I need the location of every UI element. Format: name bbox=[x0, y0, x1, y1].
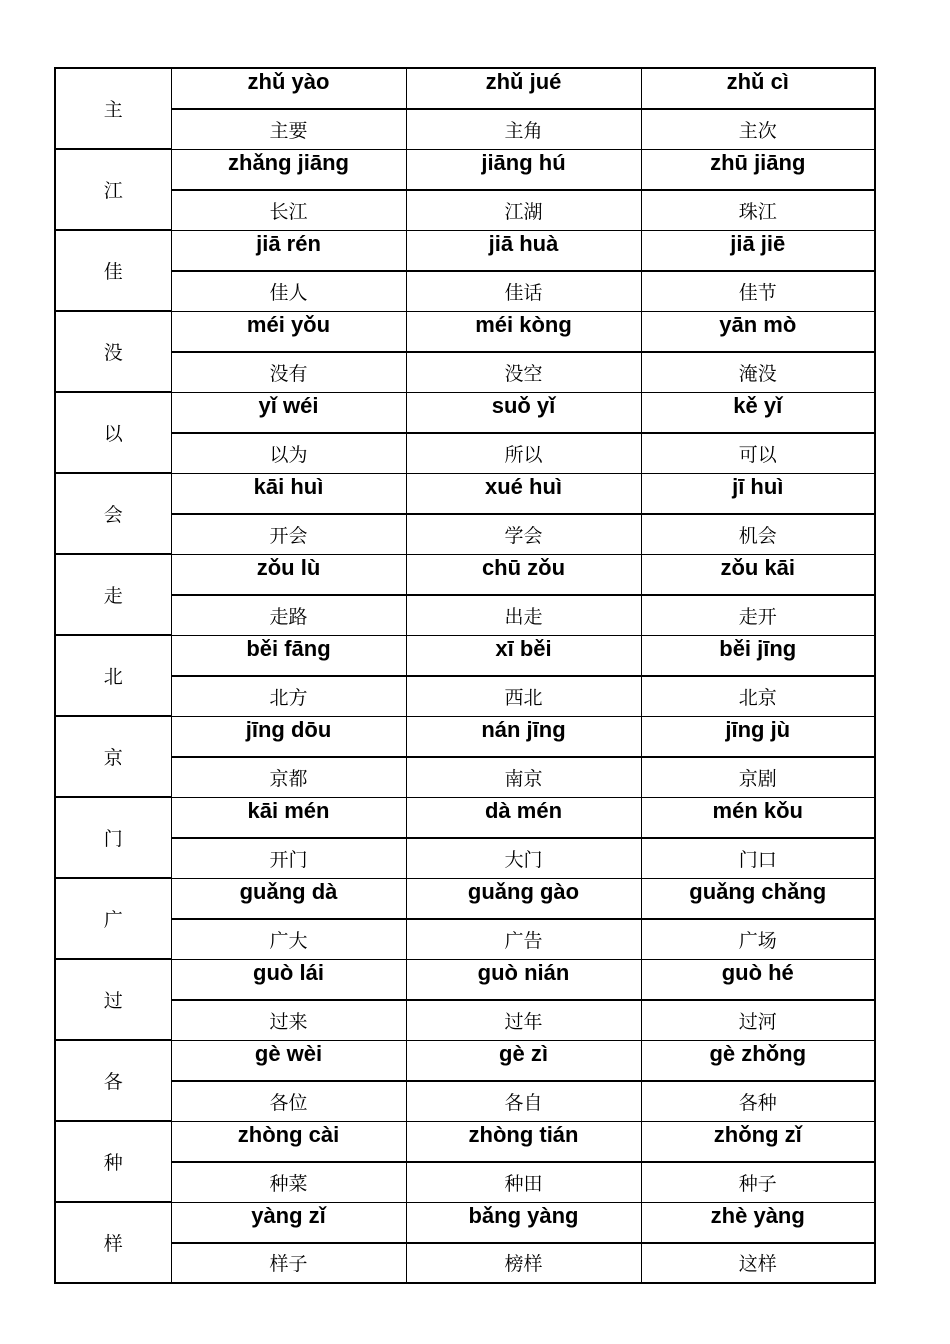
word-cell: 没有 bbox=[171, 352, 406, 392]
pinyin-row bbox=[55, 959, 875, 1000]
pinyin-row bbox=[55, 230, 875, 271]
pinyin-cell: gè wèi bbox=[171, 1040, 406, 1081]
head-character: 主 bbox=[55, 68, 171, 149]
pinyin-cell: suǒ yǐ bbox=[406, 392, 641, 433]
word-cell: 长江 bbox=[171, 190, 406, 230]
pinyin-cell: zhū jiāng bbox=[641, 149, 875, 190]
word-cell: 种子 bbox=[641, 1162, 875, 1202]
word-cell: 江湖 bbox=[406, 190, 641, 230]
pinyin-cell: zǒu lù bbox=[171, 554, 406, 595]
pinyin-cell: zhòng tián bbox=[406, 1121, 641, 1162]
word-cell: 主次 bbox=[641, 109, 875, 149]
word-cell: 以为 bbox=[171, 433, 406, 473]
pinyin-cell: guò lái bbox=[171, 959, 406, 1000]
pinyin-cell: zhǔ yào bbox=[171, 68, 406, 109]
word-row bbox=[55, 1243, 875, 1283]
pinyin-row bbox=[55, 473, 875, 514]
word-cell: 过河 bbox=[641, 1000, 875, 1040]
head-character: 以 bbox=[55, 392, 171, 473]
pinyin-cell: kāi mén bbox=[171, 797, 406, 838]
word-cell: 样子 bbox=[171, 1243, 406, 1283]
pinyin-cell: jiā jiē bbox=[641, 230, 875, 271]
pinyin-row bbox=[55, 311, 875, 352]
pinyin-cell: jī huì bbox=[641, 473, 875, 514]
word-row bbox=[55, 433, 875, 473]
head-character: 京 bbox=[55, 716, 171, 797]
pinyin-row bbox=[55, 1202, 875, 1243]
pinyin-cell: bǎng yàng bbox=[406, 1202, 641, 1243]
word-cell: 主角 bbox=[406, 109, 641, 149]
pinyin-cell: xué huì bbox=[406, 473, 641, 514]
word-row bbox=[55, 757, 875, 797]
word-cell: 各位 bbox=[171, 1081, 406, 1121]
pinyin-row bbox=[55, 392, 875, 433]
word-cell: 种田 bbox=[406, 1162, 641, 1202]
pinyin-row bbox=[55, 68, 875, 109]
word-cell: 走路 bbox=[171, 595, 406, 635]
pinyin-row bbox=[55, 878, 875, 919]
pinyin-cell: guò hé bbox=[641, 959, 875, 1000]
head-character: 没 bbox=[55, 311, 171, 392]
word-cell: 西北 bbox=[406, 676, 641, 716]
head-character: 北 bbox=[55, 635, 171, 716]
word-cell: 京剧 bbox=[641, 757, 875, 797]
pinyin-row bbox=[55, 1121, 875, 1162]
word-cell: 榜样 bbox=[406, 1243, 641, 1283]
head-character: 广 bbox=[55, 878, 171, 959]
word-row bbox=[55, 1162, 875, 1202]
pinyin-cell: dà mén bbox=[406, 797, 641, 838]
word-cell: 开门 bbox=[171, 838, 406, 878]
word-cell: 过来 bbox=[171, 1000, 406, 1040]
pinyin-cell: jiāng hú bbox=[406, 149, 641, 190]
word-cell: 各种 bbox=[641, 1081, 875, 1121]
pinyin-cell: jīng jù bbox=[641, 716, 875, 757]
pinyin-cell: zhǎng jiāng bbox=[171, 149, 406, 190]
pinyin-cell: gè zì bbox=[406, 1040, 641, 1081]
pinyin-row bbox=[55, 635, 875, 676]
word-cell: 主要 bbox=[171, 109, 406, 149]
pinyin-cell: kāi huì bbox=[171, 473, 406, 514]
head-character: 过 bbox=[55, 959, 171, 1040]
word-cell: 过年 bbox=[406, 1000, 641, 1040]
word-row bbox=[55, 271, 875, 311]
word-cell: 出走 bbox=[406, 595, 641, 635]
word-cell: 珠江 bbox=[641, 190, 875, 230]
word-row bbox=[55, 919, 875, 959]
pinyin-cell: zhǔ jué bbox=[406, 68, 641, 109]
pinyin-row bbox=[55, 797, 875, 838]
pinyin-cell: méi kòng bbox=[406, 311, 641, 352]
pinyin-cell: chū zǒu bbox=[406, 554, 641, 595]
word-cell: 没空 bbox=[406, 352, 641, 392]
word-cell: 广场 bbox=[641, 919, 875, 959]
word-row bbox=[55, 838, 875, 878]
word-row bbox=[55, 514, 875, 554]
word-cell: 广大 bbox=[171, 919, 406, 959]
pinyin-cell: zhǒng zǐ bbox=[641, 1121, 875, 1162]
word-cell: 门口 bbox=[641, 838, 875, 878]
pinyin-cell: zhè yàng bbox=[641, 1202, 875, 1243]
head-character: 佳 bbox=[55, 230, 171, 311]
word-cell: 开会 bbox=[171, 514, 406, 554]
head-character: 各 bbox=[55, 1040, 171, 1121]
pinyin-cell: mén kǒu bbox=[641, 797, 875, 838]
pinyin-cell: běi fāng bbox=[171, 635, 406, 676]
head-character: 门 bbox=[55, 797, 171, 878]
head-character: 样 bbox=[55, 1202, 171, 1283]
pinyin-cell: nán jīng bbox=[406, 716, 641, 757]
word-cell: 北方 bbox=[171, 676, 406, 716]
pinyin-cell: zǒu kāi bbox=[641, 554, 875, 595]
word-cell: 各自 bbox=[406, 1081, 641, 1121]
word-row bbox=[55, 352, 875, 392]
pinyin-cell: kě yǐ bbox=[641, 392, 875, 433]
pinyin-row bbox=[55, 554, 875, 595]
word-cell: 可以 bbox=[641, 433, 875, 473]
pinyin-cell: zhòng cài bbox=[171, 1121, 406, 1162]
word-row bbox=[55, 676, 875, 716]
head-character: 会 bbox=[55, 473, 171, 554]
word-cell: 走开 bbox=[641, 595, 875, 635]
pinyin-cell: méi yǒu bbox=[171, 311, 406, 352]
word-row bbox=[55, 1000, 875, 1040]
word-cell: 种菜 bbox=[171, 1162, 406, 1202]
word-cell: 北京 bbox=[641, 676, 875, 716]
pinyin-cell: guǎng chǎng bbox=[641, 878, 875, 919]
pinyin-cell: yǐ wéi bbox=[171, 392, 406, 433]
word-cell: 佳人 bbox=[171, 271, 406, 311]
word-cell: 广告 bbox=[406, 919, 641, 959]
pinyin-cell: guǎng dà bbox=[171, 878, 406, 919]
pinyin-cell: jiā rén bbox=[171, 230, 406, 271]
pinyin-cell: guǎng gào bbox=[406, 878, 641, 919]
word-cell: 淹没 bbox=[641, 352, 875, 392]
word-cell: 学会 bbox=[406, 514, 641, 554]
pinyin-row bbox=[55, 149, 875, 190]
word-cell: 佳节 bbox=[641, 271, 875, 311]
pinyin-cell: gè zhǒng bbox=[641, 1040, 875, 1081]
word-cell: 京都 bbox=[171, 757, 406, 797]
word-row bbox=[55, 109, 875, 149]
word-cell: 这样 bbox=[641, 1243, 875, 1283]
pinyin-cell: yān mò bbox=[641, 311, 875, 352]
head-character: 江 bbox=[55, 149, 171, 230]
pinyin-cell: yàng zǐ bbox=[171, 1202, 406, 1243]
head-character: 种 bbox=[55, 1121, 171, 1202]
pinyin-cell: jīng dōu bbox=[171, 716, 406, 757]
word-cell: 机会 bbox=[641, 514, 875, 554]
pinyin-row bbox=[55, 1040, 875, 1081]
pinyin-cell: zhǔ cì bbox=[641, 68, 875, 109]
vocabulary-table-body bbox=[55, 68, 875, 1283]
pinyin-cell: běi jīng bbox=[641, 635, 875, 676]
word-cell: 所以 bbox=[406, 433, 641, 473]
word-cell: 佳话 bbox=[406, 271, 641, 311]
word-cell: 大门 bbox=[406, 838, 641, 878]
pinyin-row bbox=[55, 716, 875, 757]
word-row bbox=[55, 190, 875, 230]
pinyin-cell: guò nián bbox=[406, 959, 641, 1000]
word-cell: 南京 bbox=[406, 757, 641, 797]
vocabulary-table bbox=[54, 67, 876, 1284]
word-row bbox=[55, 1081, 875, 1121]
pinyin-cell: xī běi bbox=[406, 635, 641, 676]
pinyin-cell: jiā huà bbox=[406, 230, 641, 271]
head-character: 走 bbox=[55, 554, 171, 635]
word-row bbox=[55, 595, 875, 635]
